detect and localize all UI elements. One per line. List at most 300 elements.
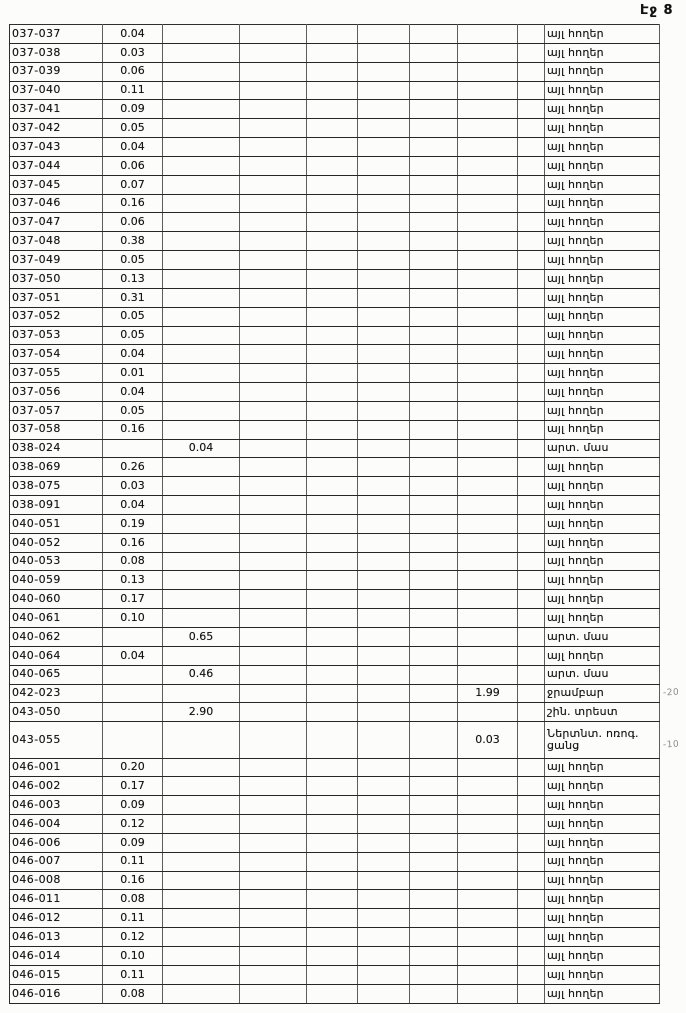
table-row <box>10 81 660 100</box>
area-value-cell <box>518 345 545 364</box>
area-value-cell: 0.04 <box>103 646 163 665</box>
table-row <box>10 965 660 984</box>
area-value-cell <box>240 796 307 815</box>
area-value-cell <box>307 703 358 722</box>
area-value-cell <box>163 307 240 326</box>
area-value-cell <box>163 401 240 420</box>
table-row <box>10 232 660 251</box>
area-value-cell <box>518 156 545 175</box>
area-value-cell <box>410 909 458 928</box>
table-row <box>10 796 660 815</box>
area-value-cell <box>458 138 518 157</box>
land-use-label: արտ. մաս <box>545 665 660 684</box>
area-value-cell <box>240 194 307 213</box>
area-value-cell <box>410 326 458 345</box>
area-value-cell <box>410 269 458 288</box>
parcel-code: 046-015 <box>10 965 103 984</box>
area-value-cell <box>307 665 358 684</box>
area-value-cell <box>240 458 307 477</box>
area-value-cell <box>410 514 458 533</box>
area-value-cell: 0.11 <box>103 909 163 928</box>
area-value-cell <box>518 43 545 62</box>
area-value-cell <box>410 571 458 590</box>
area-value-cell <box>518 401 545 420</box>
area-value-cell <box>518 194 545 213</box>
area-value-cell <box>358 496 410 515</box>
table-row <box>10 194 660 213</box>
area-value-cell <box>240 119 307 138</box>
land-use-label: այլ հողեր <box>545 62 660 81</box>
land-use-label: այլ հողեր <box>545 251 660 270</box>
area-value-cell: 0.11 <box>103 852 163 871</box>
area-value-cell <box>410 665 458 684</box>
land-use-label: այլ հողեր <box>545 232 660 251</box>
area-value-cell: 0.09 <box>103 796 163 815</box>
table-row <box>10 43 660 62</box>
area-value-cell <box>458 269 518 288</box>
area-value-cell <box>307 288 358 307</box>
area-value-cell <box>458 609 518 628</box>
parcel-code: 037-041 <box>10 100 103 119</box>
area-value-cell <box>518 796 545 815</box>
area-value-cell <box>307 81 358 100</box>
page-number-header: Էջ 8 <box>640 3 674 18</box>
table-row <box>10 571 660 590</box>
area-value-cell <box>518 307 545 326</box>
land-use-label: այլ հողեր <box>545 514 660 533</box>
area-value-cell <box>358 833 410 852</box>
area-value-cell <box>410 628 458 647</box>
land-use-label: այլ հողեր <box>545 646 660 665</box>
area-value-cell <box>163 777 240 796</box>
parcel-code: 040-051 <box>10 514 103 533</box>
area-value-cell <box>307 758 358 777</box>
area-value-cell <box>240 345 307 364</box>
area-value-cell <box>240 684 307 703</box>
area-value-cell <box>410 138 458 157</box>
area-value-cell <box>358 815 410 834</box>
area-value-cell <box>307 213 358 232</box>
area-value-cell <box>458 496 518 515</box>
area-value-cell <box>240 833 307 852</box>
table-row <box>10 119 660 138</box>
land-use-label: այլ հողեր <box>545 25 660 44</box>
area-value-cell <box>518 420 545 439</box>
area-value-cell <box>307 609 358 628</box>
area-value-cell <box>240 703 307 722</box>
area-value-cell <box>518 25 545 44</box>
area-value-cell <box>307 420 358 439</box>
area-value-cell <box>163 609 240 628</box>
area-value-cell <box>518 383 545 402</box>
area-value-cell <box>458 946 518 965</box>
table-row <box>10 401 660 420</box>
area-value-cell <box>307 552 358 571</box>
area-value-cell <box>518 684 545 703</box>
area-value-cell <box>358 269 410 288</box>
parcel-code: 037-037 <box>10 25 103 44</box>
table-row <box>10 514 660 533</box>
area-value-cell <box>458 909 518 928</box>
area-value-cell <box>358 326 410 345</box>
land-use-label: այլ հողեր <box>545 777 660 796</box>
table-row <box>10 852 660 871</box>
area-value-cell <box>410 251 458 270</box>
parcel-code: 037-050 <box>10 269 103 288</box>
land-use-label: այլ հողեր <box>545 609 660 628</box>
table-row <box>10 703 660 722</box>
area-value-cell <box>458 965 518 984</box>
area-value-cell <box>518 533 545 552</box>
area-value-cell <box>410 25 458 44</box>
parcel-code: 046-003 <box>10 796 103 815</box>
area-value-cell <box>458 833 518 852</box>
area-value-cell <box>518 175 545 194</box>
area-value-cell <box>410 965 458 984</box>
area-value-cell: 0.04 <box>103 138 163 157</box>
area-value-cell <box>358 62 410 81</box>
area-value-cell <box>518 458 545 477</box>
table-row <box>10 984 660 1003</box>
area-value-cell <box>410 852 458 871</box>
table-row <box>10 458 660 477</box>
area-value-cell <box>410 815 458 834</box>
area-value-cell <box>240 81 307 100</box>
area-value-cell <box>307 477 358 496</box>
area-value-cell <box>410 777 458 796</box>
area-value-cell <box>458 439 518 458</box>
area-value-cell <box>240 890 307 909</box>
area-value-cell <box>518 833 545 852</box>
area-value-cell <box>410 609 458 628</box>
table-row <box>10 364 660 383</box>
area-value-cell <box>163 533 240 552</box>
area-value-cell <box>518 965 545 984</box>
area-value-cell <box>358 194 410 213</box>
area-value-cell <box>358 590 410 609</box>
table-row <box>10 815 660 834</box>
parcel-code: 046-011 <box>10 890 103 909</box>
area-value-cell <box>307 364 358 383</box>
area-value-cell <box>163 100 240 119</box>
area-value-cell: 0.26 <box>103 458 163 477</box>
area-value-cell <box>458 25 518 44</box>
area-value-cell <box>518 81 545 100</box>
table-row <box>10 890 660 909</box>
area-value-cell <box>307 439 358 458</box>
table-row <box>10 288 660 307</box>
area-value-cell <box>358 965 410 984</box>
area-value-cell <box>458 477 518 496</box>
area-value-cell: 0.16 <box>103 533 163 552</box>
area-value-cell <box>358 684 410 703</box>
area-value-cell <box>163 796 240 815</box>
area-value-cell <box>458 533 518 552</box>
area-value-cell <box>518 871 545 890</box>
area-value-cell <box>240 420 307 439</box>
area-value-cell <box>458 307 518 326</box>
area-value-cell <box>410 420 458 439</box>
parcel-code: 040-060 <box>10 590 103 609</box>
area-value-cell <box>458 345 518 364</box>
area-value-cell <box>240 307 307 326</box>
table-row <box>10 326 660 345</box>
land-use-label: այլ հողեր <box>545 345 660 364</box>
area-value-cell <box>518 232 545 251</box>
area-value-cell <box>458 364 518 383</box>
land-use-label: այլ հողեր <box>545 477 660 496</box>
parcel-code: 046-007 <box>10 852 103 871</box>
area-value-cell <box>458 288 518 307</box>
land-use-label: այլ հողեր <box>545 458 660 477</box>
pencil-margin-note: -20 <box>662 687 680 699</box>
area-value-cell <box>458 796 518 815</box>
area-value-cell <box>458 984 518 1003</box>
area-value-cell <box>307 401 358 420</box>
area-value-cell <box>458 156 518 175</box>
table-row <box>10 777 660 796</box>
land-use-label: այլ հողեր <box>545 383 660 402</box>
pencil-margin-note: -10 <box>662 739 680 751</box>
area-value-cell <box>358 796 410 815</box>
area-value-cell <box>240 251 307 270</box>
table-row <box>10 609 660 628</box>
parcel-code: 040-053 <box>10 552 103 571</box>
area-value-cell <box>410 722 458 758</box>
area-value-cell <box>358 871 410 890</box>
area-value-cell <box>458 590 518 609</box>
parcel-code: 037-039 <box>10 62 103 81</box>
area-value-cell <box>240 477 307 496</box>
area-value-cell: 0.11 <box>103 965 163 984</box>
area-value-cell <box>240 552 307 571</box>
area-value-cell <box>103 665 163 684</box>
table-body <box>10 25 660 1004</box>
area-value-cell <box>163 871 240 890</box>
parcel-code: 040-062 <box>10 628 103 647</box>
area-value-cell <box>240 984 307 1003</box>
table-row <box>10 665 660 684</box>
table-row <box>10 646 660 665</box>
area-value-cell <box>307 100 358 119</box>
area-value-cell: 2.90 <box>163 703 240 722</box>
area-value-cell <box>307 25 358 44</box>
area-value-cell <box>410 946 458 965</box>
area-value-cell <box>103 703 163 722</box>
parcel-code: 040-065 <box>10 665 103 684</box>
area-value-cell <box>358 609 410 628</box>
area-value-cell <box>163 213 240 232</box>
area-value-cell: 0.31 <box>103 288 163 307</box>
area-value-cell <box>518 984 545 1003</box>
land-use-label: այլ հողեր <box>545 533 660 552</box>
area-value-cell <box>518 138 545 157</box>
table-row <box>10 628 660 647</box>
area-value-cell <box>163 552 240 571</box>
area-value-cell <box>163 965 240 984</box>
area-value-cell <box>358 119 410 138</box>
area-value-cell <box>518 609 545 628</box>
area-value-cell <box>240 326 307 345</box>
area-value-cell <box>410 232 458 251</box>
area-value-cell <box>410 458 458 477</box>
area-value-cell: 0.04 <box>103 345 163 364</box>
area-value-cell <box>358 984 410 1003</box>
area-value-cell: 0.03 <box>103 43 163 62</box>
area-value-cell: 0.46 <box>163 665 240 684</box>
area-value-cell <box>307 383 358 402</box>
area-value-cell <box>358 420 410 439</box>
area-value-cell <box>518 722 545 758</box>
area-value-cell <box>240 232 307 251</box>
table-row <box>10 307 660 326</box>
area-value-cell <box>307 646 358 665</box>
area-value-cell <box>240 100 307 119</box>
area-value-cell <box>307 628 358 647</box>
land-use-label: այլ հողեր <box>545 852 660 871</box>
parcel-code: 037-049 <box>10 251 103 270</box>
area-value-cell <box>458 100 518 119</box>
area-value-cell <box>163 119 240 138</box>
land-use-label: այլ հողեր <box>545 119 660 138</box>
area-value-cell <box>410 928 458 947</box>
area-value-cell <box>307 251 358 270</box>
area-value-cell <box>358 100 410 119</box>
area-value-cell <box>410 758 458 777</box>
area-value-cell <box>307 852 358 871</box>
area-value-cell <box>410 81 458 100</box>
area-value-cell: 0.16 <box>103 420 163 439</box>
area-value-cell: 0.01 <box>103 364 163 383</box>
area-value-cell <box>163 646 240 665</box>
area-value-cell <box>103 628 163 647</box>
area-value-cell <box>163 946 240 965</box>
area-value-cell <box>307 722 358 758</box>
area-value-cell <box>307 928 358 947</box>
land-use-label: այլ հողեր <box>545 138 660 157</box>
land-use-label: այլ հողեր <box>545 364 660 383</box>
table-row <box>10 138 660 157</box>
area-value-cell <box>163 345 240 364</box>
land-use-label: այլ հողեր <box>545 81 660 100</box>
area-value-cell <box>240 965 307 984</box>
table-row <box>10 496 660 515</box>
table-row <box>10 251 660 270</box>
area-value-cell <box>358 777 410 796</box>
area-value-cell <box>410 477 458 496</box>
area-value-cell <box>410 703 458 722</box>
parcel-code: 037-042 <box>10 119 103 138</box>
area-value-cell <box>458 401 518 420</box>
table-row <box>10 552 660 571</box>
area-value-cell <box>240 25 307 44</box>
area-value-cell <box>358 722 410 758</box>
area-value-cell <box>458 420 518 439</box>
area-value-cell <box>240 156 307 175</box>
parcel-code: 037-038 <box>10 43 103 62</box>
area-value-cell <box>518 571 545 590</box>
area-value-cell <box>240 175 307 194</box>
area-value-cell: 0.05 <box>103 401 163 420</box>
area-value-cell <box>240 288 307 307</box>
area-value-cell <box>240 571 307 590</box>
area-value-cell <box>307 62 358 81</box>
area-value-cell <box>518 62 545 81</box>
table-row <box>10 269 660 288</box>
parcel-code: 037-043 <box>10 138 103 157</box>
area-value-cell <box>307 496 358 515</box>
area-value-cell <box>358 533 410 552</box>
area-value-cell <box>163 326 240 345</box>
parcel-code: 046-016 <box>10 984 103 1003</box>
area-value-cell <box>240 628 307 647</box>
area-value-cell <box>458 326 518 345</box>
area-value-cell <box>410 119 458 138</box>
area-value-cell <box>458 458 518 477</box>
area-value-cell <box>307 194 358 213</box>
area-value-cell <box>410 984 458 1003</box>
area-value-cell <box>307 269 358 288</box>
land-use-label: այլ հողեր <box>545 156 660 175</box>
area-value-cell <box>307 946 358 965</box>
area-value-cell: 0.65 <box>163 628 240 647</box>
area-value-cell: 0.04 <box>103 25 163 44</box>
area-value-cell <box>240 383 307 402</box>
area-value-cell <box>358 345 410 364</box>
parcel-code: 038-091 <box>10 496 103 515</box>
area-value-cell: 0.06 <box>103 62 163 81</box>
area-value-cell <box>307 815 358 834</box>
table-row <box>10 833 660 852</box>
table-row <box>10 25 660 44</box>
land-use-label: այլ հողեր <box>545 984 660 1003</box>
area-value-cell <box>307 571 358 590</box>
land-use-label: այլ հողեր <box>545 43 660 62</box>
area-value-cell <box>410 100 458 119</box>
area-value-cell <box>358 571 410 590</box>
area-value-cell <box>358 383 410 402</box>
parcel-code: 037-052 <box>10 307 103 326</box>
area-value-cell <box>358 552 410 571</box>
area-value-cell <box>358 156 410 175</box>
table-row <box>10 439 660 458</box>
area-value-cell <box>103 439 163 458</box>
area-value-cell <box>518 777 545 796</box>
area-value-cell <box>163 288 240 307</box>
area-value-cell <box>358 928 410 947</box>
land-use-label: այլ հողեր <box>545 890 660 909</box>
area-value-cell <box>240 665 307 684</box>
area-value-cell: 0.12 <box>103 928 163 947</box>
area-value-cell <box>240 852 307 871</box>
area-value-cell <box>163 383 240 402</box>
parcel-code: 037-058 <box>10 420 103 439</box>
area-value-cell <box>307 514 358 533</box>
area-value-cell <box>458 758 518 777</box>
area-value-cell: 0.17 <box>103 590 163 609</box>
area-value-cell: 0.17 <box>103 777 163 796</box>
area-value-cell <box>410 552 458 571</box>
area-value-cell <box>358 81 410 100</box>
area-value-cell <box>358 909 410 928</box>
area-value-cell <box>307 684 358 703</box>
area-value-cell <box>518 665 545 684</box>
area-value-cell <box>358 665 410 684</box>
area-value-cell <box>518 364 545 383</box>
area-value-cell <box>358 25 410 44</box>
land-use-label: այլ հողեր <box>545 909 660 928</box>
land-use-label: ջրամբար <box>545 684 660 703</box>
